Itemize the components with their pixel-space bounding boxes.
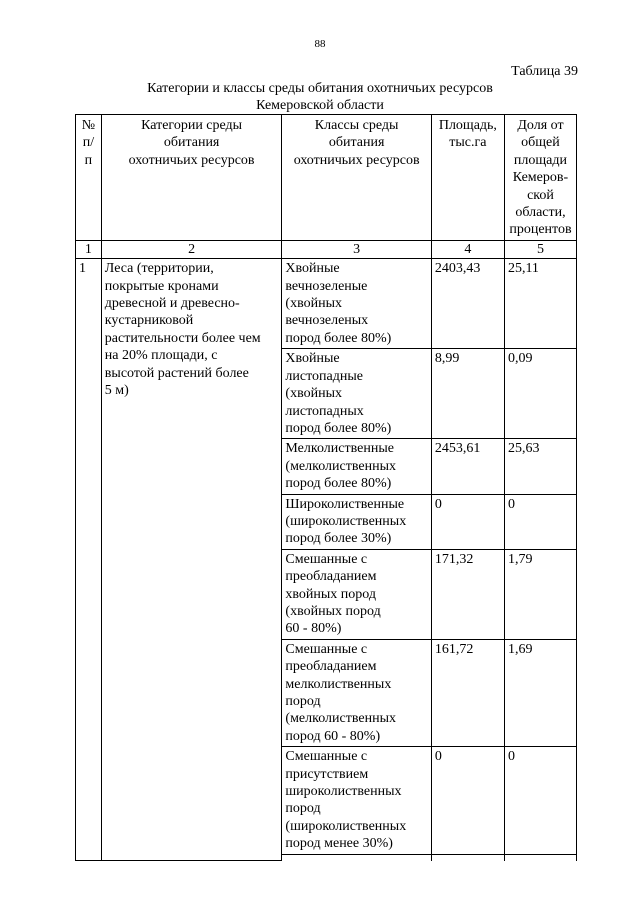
header-share: Доля от общей площади Кемеров- ской области, процентов [504, 115, 576, 241]
header-category: Категории среды обитания охотничьих ресурсов [101, 115, 282, 241]
table-title-line-1: Категории и классы среды обитания охотничьих ресурсов [147, 81, 493, 96]
header-area: Площадь, тыс.га [431, 115, 504, 241]
class-cell: Хвойные листопадные (хвойных листопадных пород более 80%) [282, 349, 431, 439]
column-number: 4 [431, 240, 504, 258]
continuation-cell [431, 854, 504, 861]
share-cell: 0,09 [504, 349, 576, 439]
class-cell: Смешанные с преобладанием хвойных пород (хвойных пород 60 - 80%) [282, 549, 431, 639]
share-cell: 1,79 [504, 549, 576, 639]
category-number-cell: 1 [76, 259, 102, 861]
column-number-row [76, 240, 577, 258]
header-row [76, 115, 577, 241]
column-number: 3 [282, 240, 431, 258]
table-title-line-2: Кемеровской области [256, 98, 384, 113]
continuation-cell [504, 854, 576, 861]
class-cell: Мелколиственные (мелколиственных пород более 80%) [282, 439, 431, 494]
column-number: 2 [101, 240, 282, 258]
share-cell: 1,69 [504, 639, 576, 746]
page-number: 88 [314, 38, 326, 50]
table-header [76, 115, 577, 259]
area-cell: 161,72 [431, 639, 504, 746]
area-cell: 8,99 [431, 349, 504, 439]
area-cell: 0 [431, 494, 504, 549]
table-label: Таблица 39 [511, 64, 578, 79]
class-cell: Смешанные с преобладанием мелколиственных пород (мелколиственных пород 60 - 80%) [282, 639, 431, 746]
class-cell: Хвойные вечнозеленые (хвойных вечнозеленых пород более 80%) [282, 259, 431, 349]
area-cell: 2403,43 [431, 259, 504, 349]
table-row [76, 259, 577, 349]
share-cell: 0 [504, 747, 576, 854]
share-cell: 25,11 [504, 259, 576, 349]
share-cell: 25,63 [504, 439, 576, 494]
category-name-cell: Леса (территории, покрытые кронами древесной и древесно- кустарниковой растительности более чем на 20% площади, с высотой растений более 5 м) [101, 259, 282, 861]
column-number: 1 [76, 240, 102, 258]
column-number: 5 [504, 240, 576, 258]
share-cell: 0 [504, 494, 576, 549]
habitat-table [75, 114, 577, 861]
area-cell: 171,32 [431, 549, 504, 639]
area-cell: 2453,61 [431, 439, 504, 494]
header-class: Классы среды обитания охотничьих ресурсов [282, 115, 431, 241]
table-title [60, 80, 580, 114]
continuation-cell [282, 854, 431, 861]
table-body [76, 259, 577, 861]
header-number: № п/п [76, 115, 102, 241]
class-cell: Широколиственные (широколиственных пород более 30%) [282, 494, 431, 549]
area-cell: 0 [431, 747, 504, 854]
class-cell: Смешанные с присутствием широколиственных пород (широколиственных пород менее 30%) [282, 747, 431, 854]
